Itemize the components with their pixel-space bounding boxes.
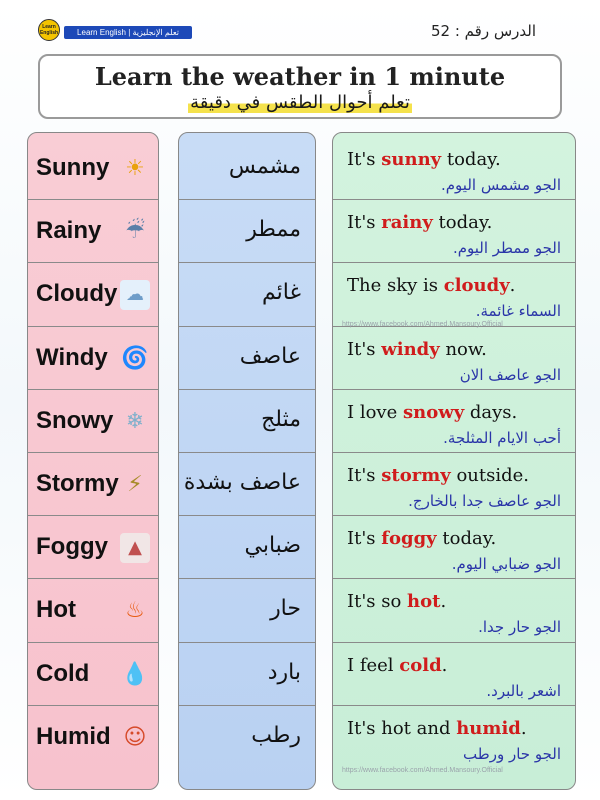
arabic-word: رطب [251,722,301,748]
example-translation: الجو عاصف الان [459,365,561,384]
example-translation: الجو حار جدا. [478,618,561,637]
row-divider [333,389,575,390]
example-row [333,517,575,580]
example-text: It's [347,338,382,360]
example-text: days. [464,401,518,423]
arabic-word: ممطر [246,217,301,243]
weather-row [28,580,158,643]
title-box [38,54,562,119]
row-divider [28,578,158,579]
row-divider [179,199,315,200]
arabic-word: غائم [262,280,301,306]
arabic-row [179,454,315,517]
example-text: The sky is [347,275,444,297]
example-translation: السماء غائمة. [475,302,561,321]
example-sentence [347,402,517,423]
weather-row [28,644,158,707]
example-text: today. [441,149,501,170]
example-translation: الجو مشمس اليوم. [441,176,561,194]
arabic-row [179,264,315,327]
highlight-word: sunny [381,149,442,170]
sun-icon: ☀ [125,156,145,181]
row-divider [333,452,575,453]
highlight-word: humid [456,717,521,739]
arabic-row [179,201,315,264]
example-sentence [347,275,515,296]
row-divider [28,389,158,390]
weather-word: Rainy [36,217,102,245]
weather-word: Foggy [36,533,108,561]
weather-word: Sunny [36,154,110,181]
example-text: . [509,275,516,297]
row-divider [28,515,158,516]
example-row [333,707,575,770]
example-text: today. [436,528,497,550]
example-sentence [347,591,446,612]
row-divider [333,578,575,579]
foggy-volcano-icon: ▲ [120,533,150,563]
arabic-row [179,707,315,770]
example-text: It's [347,212,382,234]
example-translation: الجو ممطر اليوم. [452,239,561,258]
arabic-row [179,391,315,454]
example-text: . [440,591,447,613]
example-sentence [347,528,496,549]
row-divider [333,262,575,263]
arabic-row [179,138,315,201]
weather-row [28,707,158,770]
example-row [333,580,575,643]
example-sentence [347,339,487,360]
example-sentence [347,465,529,486]
weather-column [27,132,159,790]
row-divider [333,705,575,706]
arabic-word: عاصف [239,343,301,369]
example-translation: أحب الايام المثلجة. [443,428,561,447]
highlight-word: rainy [381,212,433,234]
row-divider [28,452,158,453]
logo-banner: Learn English | تعلم الإنجليزية [64,26,192,39]
row-divider [179,705,315,706]
example-row [333,201,575,264]
row-divider [28,642,158,643]
weather-row [28,201,158,264]
row-divider [179,452,315,453]
page-title: Learn the weather in 1 minute [94,62,506,91]
example-sentence [347,655,447,676]
highlight-word: hot [407,591,441,613]
example-row [333,391,575,454]
weather-word: Stormy [36,470,119,497]
example-row [333,644,575,707]
fire-icon: ♨ [125,598,145,624]
example-text: I love [347,401,403,423]
example-row [333,454,575,517]
row-divider [28,262,158,263]
highlight-word: foggy [381,528,437,550]
example-text: . [520,717,527,739]
example-text: today. [432,212,493,234]
highlight-word: snowy [402,401,465,423]
highlight-word: cloudy [443,275,510,297]
example-sentence [347,149,501,170]
watermark: https://www.facebook.com/Ahmed.Mansoury.Official [342,767,503,774]
weather-row [28,517,158,580]
row-divider [28,705,158,706]
weather-word: Humid [36,722,111,750]
arabic-word: حار [270,596,301,622]
example-translation: اشعر بالبرد. [486,681,561,700]
example-text: It's so [347,591,408,613]
arabic-word: عاصف بشدة [183,470,301,495]
hot-face-icon: ☺ [123,724,147,750]
row-divider [333,642,575,643]
example-sentence [347,718,527,739]
cloud-icon: ☁ [120,280,150,310]
logo: Learn English [38,19,60,41]
row-divider [179,515,315,516]
arabic-word: ضبابي [244,533,301,559]
rain-cloud-icon: ☔ [125,219,145,245]
row-divider [179,389,315,390]
weather-row [28,138,158,201]
example-text: . [441,654,448,676]
example-translation: الجو حار ورطب [463,744,561,763]
example-row [333,264,575,327]
example-text: now. [439,338,487,360]
arabic-row [179,328,315,391]
weather-row [28,328,158,391]
example-row [333,328,575,391]
weather-row [28,264,158,327]
weather-word: Windy [36,343,108,371]
arabic-word: مشمس [228,154,301,179]
row-divider [28,199,158,200]
example-row [333,138,575,201]
watermark: https://www.facebook.com/Ahmed.Mansoury.Official [342,321,503,328]
weather-word: Cloudy [36,280,118,308]
weather-row [28,454,158,517]
arabic-row [179,580,315,643]
page-title-arabic: تعلم أحوال الطقس في دقيقة [190,92,410,113]
example-text: I feel [347,654,400,676]
arabic-column [178,132,316,790]
thunder-cloud-icon: ⚡ [127,472,143,497]
example-sentence [347,212,492,233]
example-text: outside. [450,465,529,486]
example-column [332,132,576,790]
weather-row [28,391,158,454]
example-text: It's [347,465,382,486]
row-divider [179,642,315,643]
snow-mountain-icon: ❄ [125,408,145,434]
example-text: It's [347,528,382,550]
highlight-word: cold [399,654,442,676]
row-divider [333,515,575,516]
weather-word: Hot [36,596,76,624]
arabic-row [179,517,315,580]
example-translation: الجو ضبابي اليوم. [451,555,561,574]
row-divider [28,326,158,327]
arabic-word: بارد [267,659,301,685]
row-divider [179,578,315,579]
highlight-word: stormy [381,465,451,486]
arabic-row [179,644,315,707]
example-text: It's [347,149,382,170]
highlight-word: windy [381,338,440,360]
weather-word: Cold [36,659,90,687]
tornado-icon: 🌀 [121,345,149,371]
example-text: It's hot and [347,717,457,739]
droplet-icon: 💧 [121,661,149,687]
lesson-number: الدرس رقم : 52 [430,22,536,40]
row-divider [179,262,315,263]
row-divider [179,326,315,327]
example-translation: الجو عاصف جدا بالخارج. [408,492,561,510]
weather-word: Snowy [36,406,114,434]
row-divider [333,199,575,200]
arabic-word: مثلج [261,406,301,432]
